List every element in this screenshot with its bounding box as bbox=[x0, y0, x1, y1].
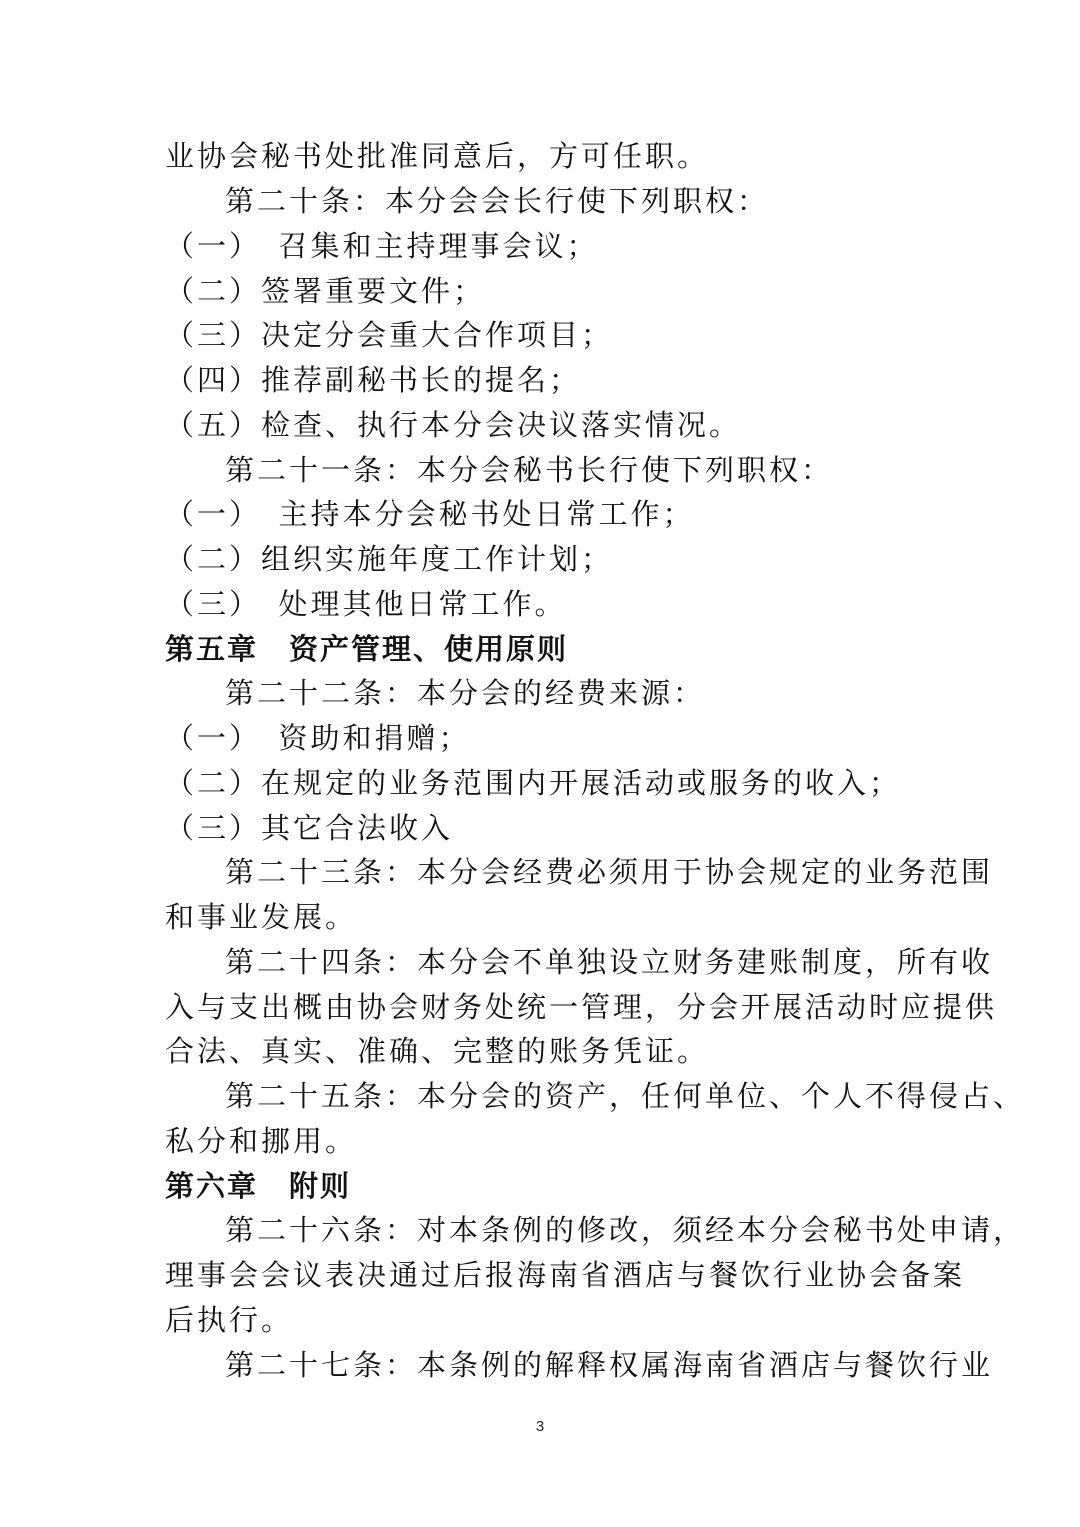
article-27-text: 第二十七条：本条例的解释权属海南省酒店与餐饮行业 bbox=[225, 1348, 994, 1382]
list-item: （三）决定分会重大合作项目； bbox=[165, 318, 614, 352]
article-25-text-cont: 私分和挪用。 bbox=[165, 1124, 358, 1158]
article-24-text-cont: 合法、真实、准确、完整的账务凭证。 bbox=[165, 1034, 710, 1068]
page-number: 3 bbox=[535, 1418, 545, 1435]
article-23-text: 第二十三条：本分会经费必须用于协会规定的业务范围 bbox=[225, 855, 994, 889]
list-item: （一） 召集和主持理事会议； bbox=[165, 229, 599, 263]
list-item: （一） 资助和捐赠； bbox=[165, 721, 471, 755]
list-item: （二）签署重要文件； bbox=[165, 274, 486, 308]
article-24-text-cont: 入与支出概由协会财务处统一管理，分会开展活动时应提供 bbox=[165, 990, 998, 1024]
list-item: （五）检查、执行本分会决议落实情况。 bbox=[165, 408, 742, 442]
article-26-text-cont: 后执行。 bbox=[165, 1303, 294, 1337]
article-21-heading: 第二十一条：本分会秘书长行使下列职权： bbox=[225, 453, 834, 487]
article-26-text: 第二十六条：对本条例的修改，须经本分会秘书处申请， bbox=[225, 1213, 1026, 1247]
list-item: （三）其它合法收入 bbox=[165, 811, 454, 845]
article-20-heading: 第二十条：本分会会长行使下列职权： bbox=[225, 184, 770, 218]
paragraph-continuation: 业协会秘书处批准同意后，方可任职。 bbox=[165, 139, 710, 173]
article-23-text-cont: 和事业发展。 bbox=[165, 900, 358, 934]
article-22-heading: 第二十二条：本分会的经费来源： bbox=[225, 676, 706, 710]
chapter-5-heading: 第五章 资产管理、使用原则 bbox=[165, 632, 569, 666]
list-item: （二）在规定的业务范围内开展活动或服务的收入； bbox=[165, 766, 902, 800]
article-25-text: 第二十五条：本分会的资产，任何单位、个人不得侵占、 bbox=[225, 1079, 1026, 1113]
article-24-text: 第二十四条：本分会不单独设立财务建账制度，所有收 bbox=[225, 945, 994, 979]
list-item: （四）推荐副秘书长的提名； bbox=[165, 363, 582, 397]
list-item: （三） 处理其他日常工作。 bbox=[165, 587, 567, 621]
article-26-text-cont: 理事会会议表决通过后报海南省酒店与餐饮行业协会备案 bbox=[165, 1258, 966, 1292]
list-item: （一） 主持本分会秘书处日常工作； bbox=[165, 497, 695, 531]
list-item: （二）组织实施年度工作计划； bbox=[165, 542, 614, 576]
chapter-6-heading: 第六章 附则 bbox=[165, 1169, 352, 1203]
